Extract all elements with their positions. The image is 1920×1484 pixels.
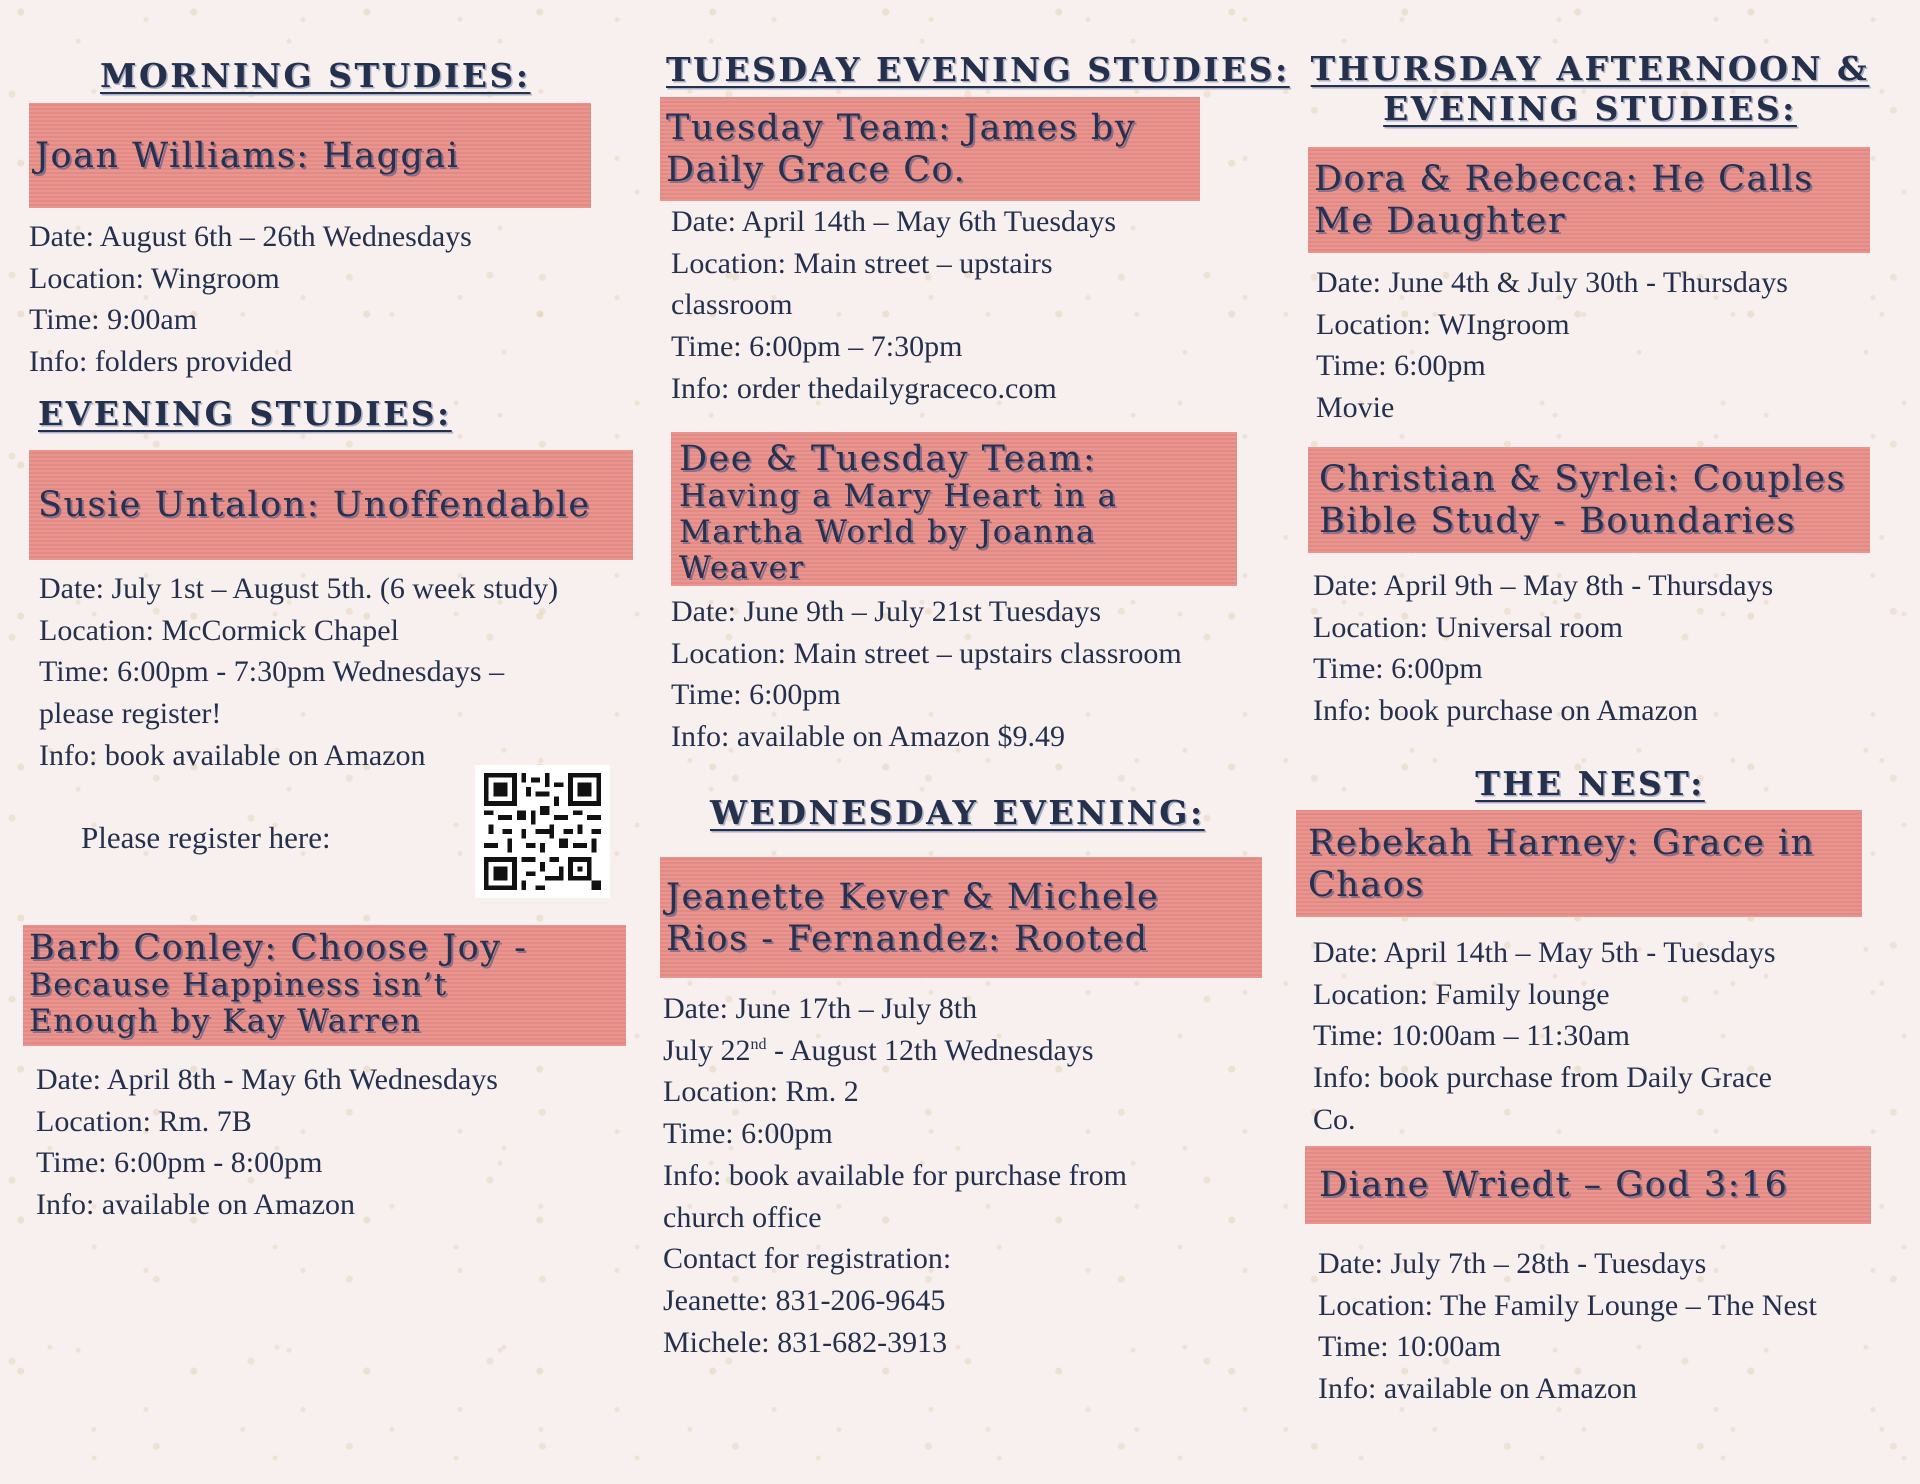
study-time: Time: 6:00pm – 7:30pm <box>671 330 963 364</box>
study-info: Info: available on Amazon <box>1318 1372 1638 1406</box>
study-info: Info: order thedailygraceco.com <box>671 371 1057 405</box>
study-details <box>663 988 1127 1363</box>
study-title-box <box>660 857 1262 978</box>
study-details <box>1316 262 1788 429</box>
study-title: Diane Wriedt – God 3:16 <box>1319 1165 1789 1205</box>
study-date: Date: April 9th – May 8th - Thursdays <box>1313 569 1774 602</box>
study-title-box <box>1308 147 1870 253</box>
study-location: Location: Main street – upstairs <box>671 246 1053 280</box>
study-title: Joan Williams: Haggai <box>35 135 460 176</box>
study-details <box>671 201 1116 410</box>
study-info-cont: church office <box>663 1200 822 1234</box>
study-title: Martha World by Joanna <box>679 514 1096 550</box>
study-date: Date: April 8th - May 6th Wednesdays <box>36 1063 498 1096</box>
study-title: Rebekah Harney: Grace in <box>1308 822 1815 863</box>
study-title: Because Happiness isn’t <box>29 967 448 1003</box>
study-info: Info: available on Amazon $9.49 <box>671 720 1066 754</box>
contact-label: Contact for registration: <box>663 1242 952 1276</box>
study-title-box <box>671 432 1237 586</box>
heading-line: THURSDAY AFTERNOON & <box>1310 49 1870 88</box>
study-details <box>36 1059 498 1226</box>
study-title-box <box>1296 810 1862 917</box>
section-heading-morning-studies: MORNING STUDIES: <box>100 56 531 95</box>
study-title-box <box>29 103 591 208</box>
study-location-cont: classroom <box>671 288 793 322</box>
study-info: Info: book available for purchase from <box>663 1158 1127 1192</box>
study-date: Date: August 6th – 26th Wednesdays <box>29 220 472 253</box>
study-info: Info: book purchase on Amazon <box>1313 694 1698 728</box>
study-title: Susie Untalon: Unoffendable <box>38 485 591 525</box>
study-title: Jeanette Kever & Michele <box>666 876 1160 917</box>
study-location: Location: WIngroom <box>1316 307 1570 341</box>
study-info: Info: folders provided <box>29 345 293 379</box>
heading-line: EVENING STUDIES: <box>1383 89 1797 128</box>
section-heading-wednesday-evening: WEDNESDAY EVENING: <box>710 793 1205 832</box>
study-title-box <box>1305 1146 1871 1224</box>
study-time: Time: 10:00am – 11:30am <box>1313 1019 1630 1053</box>
contact-michele: Michele: 831-682-3913 <box>663 1325 948 1359</box>
study-title: Having a Mary Heart in a <box>679 478 1118 514</box>
study-title: Dora & Rebecca: He Calls <box>1314 159 1814 199</box>
contact-jeanette: Jeanette: 831-206-9645 <box>663 1283 946 1317</box>
study-title-box <box>23 925 626 1046</box>
study-time: Time: 9:00am <box>29 303 198 337</box>
study-details <box>1313 932 1776 1141</box>
study-title: Chaos <box>1308 864 1425 905</box>
study-title: Rios - Fernandez: Rooted <box>666 918 1149 959</box>
study-title: Daily Grace Co. <box>666 150 967 190</box>
study-title-box <box>660 97 1200 201</box>
study-title: Barb Conley: Choose Joy - <box>29 928 528 968</box>
study-details <box>1318 1243 1817 1410</box>
study-date: Date: April 14th – May 5th - Tuesdays <box>1313 936 1776 969</box>
study-date: Date: April 14th – May 6th Tuesdays <box>671 205 1117 238</box>
study-time: Time: 6:00pm <box>1313 652 1483 686</box>
study-title: Enough by Kay Warren <box>29 1003 422 1039</box>
study-details <box>671 591 1182 758</box>
study-title-box <box>29 450 633 560</box>
study-details <box>39 568 558 777</box>
study-info: Movie <box>1316 391 1395 425</box>
study-location: Location: Main street – upstairs classroom <box>671 636 1182 670</box>
study-location: Location: McCormick Chapel <box>39 613 399 647</box>
qr-code-icon[interactable] <box>475 765 610 898</box>
study-location: Location: Family lounge <box>1313 977 1610 1011</box>
study-time: Time: 10:00am <box>1318 1330 1502 1364</box>
study-title: Dee & Tuesday Team: <box>679 439 1097 479</box>
study-date: Date: June 9th – July 21st Tuesdays <box>671 595 1102 628</box>
study-date-cont: July 22nd - August 12th Wednesdays <box>663 1033 1094 1067</box>
study-date: Date: June 4th & July 30th - Thursdays <box>1316 266 1788 299</box>
study-details <box>29 216 472 383</box>
study-location: Location: The Family Lounge – The Nest <box>1318 1288 1817 1322</box>
study-title: Me Daughter <box>1314 201 1567 241</box>
section-heading-evening-studies: EVENING STUDIES: <box>38 394 452 433</box>
study-title: Tuesday Team: James by <box>666 108 1137 148</box>
study-title: Christian & Syrlei: Couples <box>1319 459 1846 499</box>
study-title-box <box>1308 447 1870 553</box>
study-date: Date: July 7th – 28th - Tuesdays <box>1318 1247 1707 1280</box>
study-time-note: please register! <box>39 697 222 731</box>
study-details <box>1313 565 1773 732</box>
section-heading-thursday <box>1310 49 1870 129</box>
study-time: Time: 6:00pm <box>671 678 841 712</box>
study-location: Location: Rm. 2 <box>663 1075 859 1109</box>
study-location: Location: Universal room <box>1313 610 1623 644</box>
study-time: Time: 6:00pm <box>1316 349 1486 383</box>
study-time: Time: 6:00pm - 7:30pm Wednesdays – <box>39 655 505 689</box>
study-date: Date: June 17th – July 8th <box>663 992 978 1025</box>
study-info: Info: book purchase from Daily Grace <box>1313 1061 1772 1095</box>
study-date: Date: July 1st – August 5th. (6 week study) <box>39 572 559 605</box>
study-info-cont: Co. <box>1313 1102 1356 1136</box>
study-time: Time: 6:00pm - 8:00pm <box>36 1146 323 1180</box>
section-heading-tuesday-evening: TUESDAY EVENING STUDIES: <box>666 50 1290 89</box>
study-title: Bible Study - Boundaries <box>1319 501 1796 541</box>
section-heading-the-nest: THE NEST: <box>1475 764 1705 803</box>
register-label: Please register here: <box>81 820 331 855</box>
study-info: Info: available on Amazon <box>36 1188 356 1222</box>
study-title: Weaver <box>679 550 805 586</box>
study-location: Location: Wingroom <box>29 261 280 295</box>
study-location: Location: Rm. 7B <box>36 1104 252 1138</box>
study-info: Info: book available on Amazon <box>39 738 426 772</box>
study-time: Time: 6:00pm <box>663 1117 833 1151</box>
